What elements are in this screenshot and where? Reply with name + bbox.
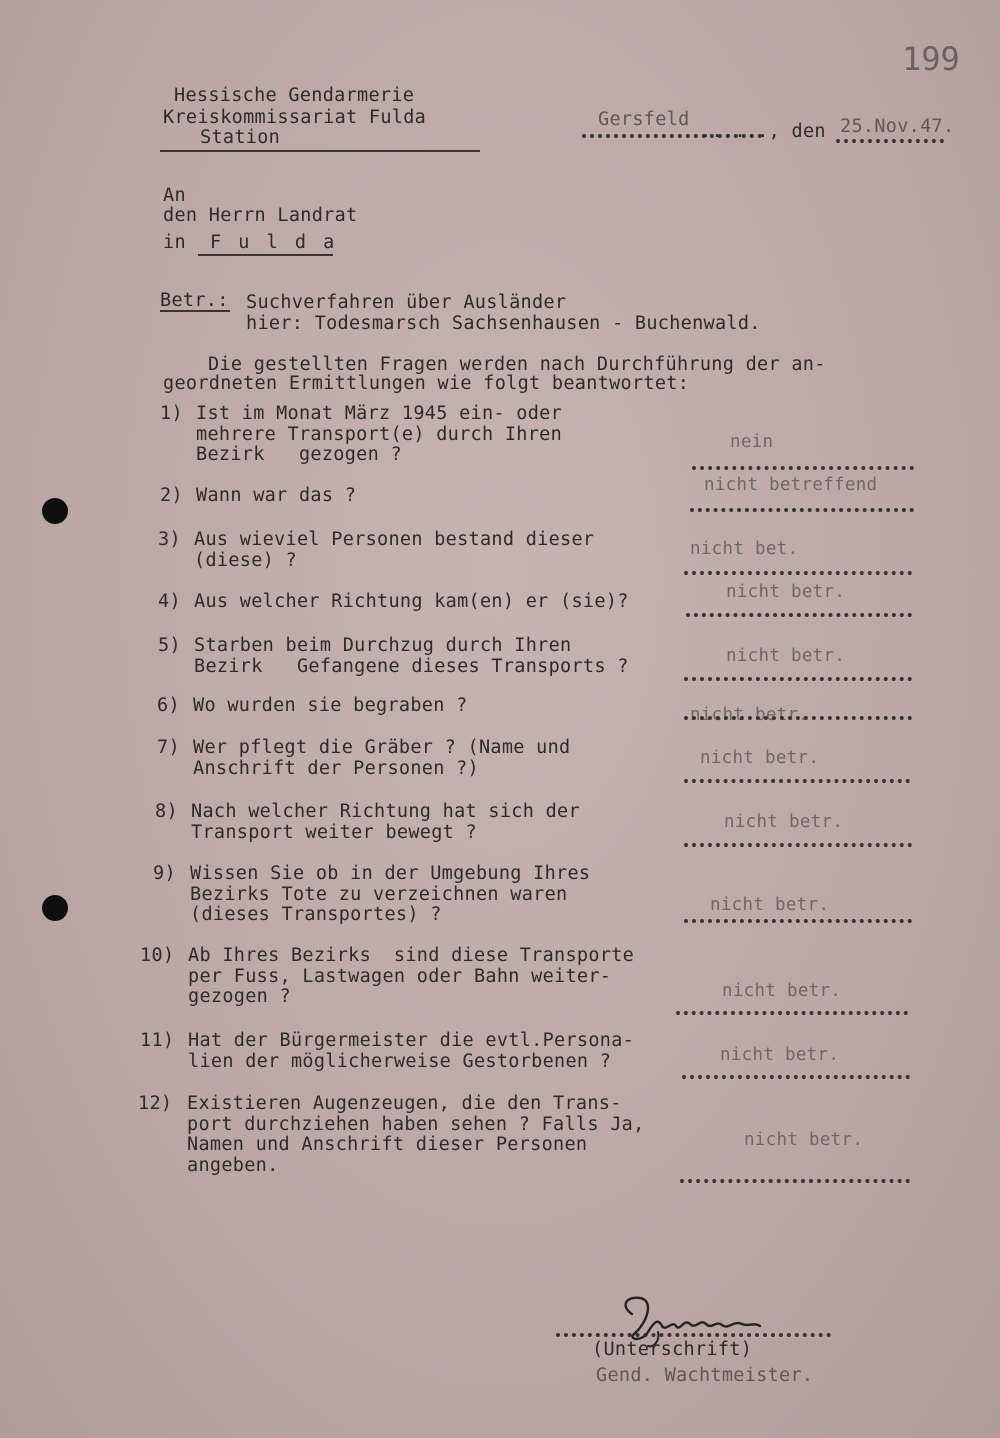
answer-dotted-line <box>684 843 912 847</box>
place-name: Gersfeld <box>598 109 690 130</box>
answer-text: nicht bet. <box>690 539 799 559</box>
question-text-line: Anschrift der Personen ?) <box>193 757 479 779</box>
org-line-3: Station <box>200 127 281 148</box>
question-text-line: Namen und Anschrift dieser Personen <box>187 1134 588 1155</box>
answer-dotted-line <box>676 1011 908 1015</box>
question-number: 2) <box>160 485 183 506</box>
question-text-line: Bezirks Tote zu verzeichnen waren <box>190 883 568 905</box>
question-text-line: Hat der Bürgermeister die evtl.Persona- <box>188 1030 635 1051</box>
page-number: 199 <box>902 40 960 78</box>
question-text-line: Wann war das ? <box>196 485 357 506</box>
question-text-line: per Fuss, Lastwagen oder Bahn weiter- <box>188 965 612 987</box>
signature-rank: Gend. Wachtmeister. <box>596 1365 814 1386</box>
org-line-1: Hessische Gendarmerie <box>174 85 415 106</box>
question-text-line: Bezirk gezogen ? <box>196 444 402 465</box>
recipient-city: F u l d a <box>210 232 338 253</box>
answer-dotted-line <box>680 1179 910 1183</box>
question-text-line: Ab Ihres Bezirks sind diese Transporte <box>188 945 635 966</box>
answer-text: nicht betr. <box>710 895 830 915</box>
answer-text: nicht betr. <box>690 705 810 725</box>
question-text-line: port durchziehen haben sehen ? Falls Ja, <box>187 1113 645 1135</box>
answer-text: nicht betr. <box>724 812 844 832</box>
question-number: 11) <box>140 1030 175 1051</box>
question-number: 4) <box>158 591 181 612</box>
answer-text: nicht betr. <box>726 582 846 602</box>
question-text-line: Aus wieviel Personen bestand dieser <box>194 529 595 550</box>
question-text-line: Existieren Augenzeugen, die den Trans- <box>187 1093 622 1114</box>
question-text-line: lien der möglicherweise Gestorbenen ? <box>188 1050 612 1072</box>
question-number: 9) <box>153 863 176 884</box>
question-text-line: Aus welcher Richtung kam(en) er (sie)? <box>194 591 629 612</box>
answer-dotted-line <box>682 1075 910 1079</box>
question-number: 12) <box>138 1093 173 1114</box>
question-number: 10) <box>140 945 175 966</box>
question-text-line: gezogen ? <box>188 986 291 1007</box>
punch-hole-bottom <box>42 895 68 921</box>
answer-text: nicht betr. <box>720 1045 840 1065</box>
answer-dotted-line <box>684 779 910 783</box>
answer-text: nicht betr. <box>726 646 846 666</box>
city-underline <box>198 254 333 256</box>
question-text-line: Ist im Monat März 1945 ein- oder <box>196 403 563 424</box>
answer-text: nein <box>730 432 774 452</box>
answer-dotted-line <box>690 508 914 512</box>
letter-date: 25.Nov.47. <box>840 116 955 137</box>
subject-line-2: hier: Todesmarsch Sachsenhausen - Buchenwald. <box>246 313 761 334</box>
signature-label: (Unterschrift) <box>592 1339 753 1360</box>
place-suffix: ......, den <box>700 121 826 142</box>
question-number: 8) <box>155 801 178 822</box>
date-dotted-line <box>836 139 944 143</box>
punch-hole-top <box>42 498 68 524</box>
question-number: 1) <box>160 403 183 424</box>
question-text-line: Wo wurden sie begraben ? <box>193 695 468 716</box>
subject-line-1: Suchverfahren über Ausländer <box>246 292 567 313</box>
recipient-line-1: An <box>163 185 186 206</box>
question-text-line: Nach welcher Richtung hat sich der <box>191 801 580 822</box>
question-number: 7) <box>157 737 180 758</box>
answer-dotted-line <box>686 613 912 617</box>
question-text-line: (dieses Transportes) ? <box>190 904 442 925</box>
question-text-line: angeben. <box>187 1154 279 1176</box>
question-text-line: Transport weiter bewegt ? <box>191 821 477 843</box>
intro-line-1: Die gestellten Fragen werden nach Durchführung der an- <box>208 354 826 375</box>
answer-text: nicht betr. <box>722 981 842 1001</box>
answer-text: nicht betr. <box>744 1130 864 1150</box>
question-number: 3) <box>158 529 181 550</box>
question-text-line: Wissen Sie ob in der Umgebung Ihres <box>190 863 591 884</box>
intro-line-2: geordneten Ermittlungen wie folgt beantwortet: <box>163 373 690 394</box>
answer-text: nicht betr. <box>700 748 820 768</box>
question-text-line: Starben beim Durchzug durch Ihren <box>194 635 572 656</box>
question-text-line: mehrere Transport(e) durch Ihren <box>196 423 563 445</box>
question-text-line: (diese) ? <box>194 549 297 571</box>
question-text-line: Bezirk Gefangene dieses Transports ? <box>194 655 629 677</box>
org-line-2: Kreiskommissariat Fulda <box>163 107 427 128</box>
question-text-line: Wer pflegt die Gräber ? (Name und <box>193 737 571 758</box>
question-number: 5) <box>158 635 181 656</box>
answer-text: nicht betreffend <box>704 475 878 495</box>
answer-dotted-line <box>684 919 912 923</box>
answer-dotted-line <box>684 677 912 681</box>
recipient-prefix: in <box>163 232 186 253</box>
recipient-line-2: den Herrn Landrat <box>163 205 358 226</box>
answer-dotted-line <box>684 716 912 720</box>
answer-dotted-line <box>692 466 914 470</box>
subject-label-underline <box>160 310 230 312</box>
subject-label: Betr.: <box>160 290 229 311</box>
letterhead-underline <box>160 150 480 152</box>
question-number: 6) <box>157 695 180 716</box>
answer-dotted-line <box>684 571 912 575</box>
